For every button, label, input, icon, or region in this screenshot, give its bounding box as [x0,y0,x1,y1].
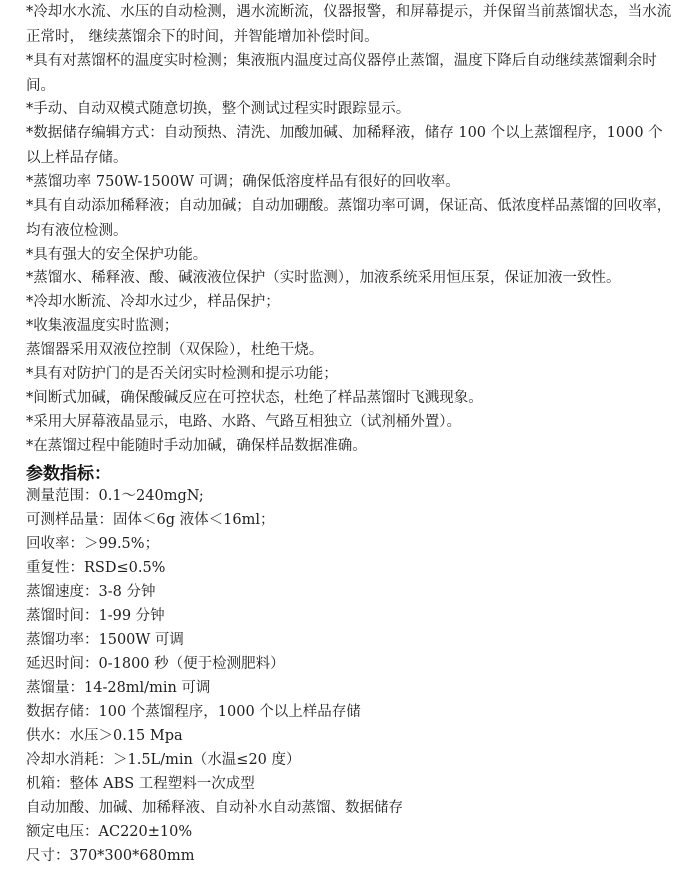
feature-item-power: *蒸馏功率 750W-1500W 可调；确保低溶度样品有很好的回收率。 [26,174,460,190]
spec-item-delay: 延迟时间：0-1800 秒（便于检测肥料） [26,656,285,672]
spec-item-dimensions: 尺寸：370*300*680mm [26,848,195,864]
feature-item-mode-switch: *手动、自动双模式随意切换，整个测试过程实时跟踪显示。 [26,101,411,117]
spec-item-sample-amount: 可测样品量：固体＜6g 液体＜16ml； [26,512,275,528]
feature-item-level-protection: *蒸馏水、稀释液、酸、碱液液位保护（实时监测），加液系统采用恒压泵，保证加液一致性。 [26,270,621,286]
feature-item-auto-dilution: *具有自动添加稀释液；自动加碱；自动加硼酸。蒸馏功率可调，保证高、低浓度样品蒸馏的回收率，均有液位检测。 [26,198,672,239]
spec-item-recovery: 回收率：＞99.5%； [26,536,160,552]
spec-item-voltage: 额定电压：AC220±10% [26,824,193,840]
spec-item-automation: 自动加酸、加碱、加稀释液、自动补水自动蒸馏、数据储存 [26,800,403,816]
feature-item-collector-temperature: *收集液温度实时监测； [26,318,179,334]
spec-heading: 参数指标： [26,464,111,484]
feature-item-dual-level: 蒸馏器采用双液位控制（双保险），杜绝干烧。 [26,342,324,358]
feature-item-cup-temperature: *具有对蒸馏杯的温度实时检测；集液瓶内温度过高仪器停止蒸馏，温度下降后自动继续蒸馏剩余时间。 [26,53,657,94]
feature-item-lcd-display: *采用大屏幕液晶显示，电路、水路、气路互相独立（试剂桶外置）。 [26,414,461,430]
feature-item-door-detection: *具有对防护门的是否关闭实时检测和提示功能； [26,366,338,382]
spec-item-power: 蒸馏功率：1500W 可调 [26,632,184,648]
spec-item-speed: 蒸馏速度：3-8 分钟 [26,584,156,600]
feature-item-intermittent-alkali: *间断式加碱，确保酸碱反应在可控状态，杜绝了样品蒸馏时飞溅现象。 [26,390,483,406]
spec-item-data-storage: 数据存储：100 个蒸馏程序，1000 个以上样品存储 [26,704,361,720]
spec-item-cabinet: 机箱：整体 ABS 工程塑料一次成型 [26,776,255,792]
spec-item-repeatability: 重复性：RSD≤0.5% [26,560,166,576]
spec-item-cooling-consumption: 冷却水消耗：＞1.5L/min（水温≤20 度） [26,752,301,768]
feature-item-data-storage: *数据储存编辑方式：自动预热、清洗、加酸加碱、加稀释液，储存 100 个以上蒸馏程序，1000 个以上样品存储。 [26,125,663,166]
feature-item-safety: *具有强大的安全保护功能。 [26,247,208,263]
spec-item-range: 测量范围：0.1～240mgN; [26,488,204,504]
feature-item-water-cutoff: *冷却水断流、冷却水过少，样品保护； [26,294,280,310]
feature-item-cooling-water: *冷却水水流、水压的自动检测，遇水流断流，仪器报警，和屏幕提示，并保留当前蒸馏状态，当水流正常时， 继续蒸馏余下的时间，并智能增加补偿时间。 [26,4,672,45]
spec-item-volume: 蒸馏量：14-28ml/min 可调 [26,680,211,696]
spec-item-water-supply: 供水：水压＞0.15 Mpa [26,728,183,744]
feature-item-manual-alkali: *在蒸馏过程中能随时手动加碱，确保样品数据准确。 [26,438,367,454]
spec-item-time: 蒸馏时间：1-99 分钟 [26,608,165,624]
